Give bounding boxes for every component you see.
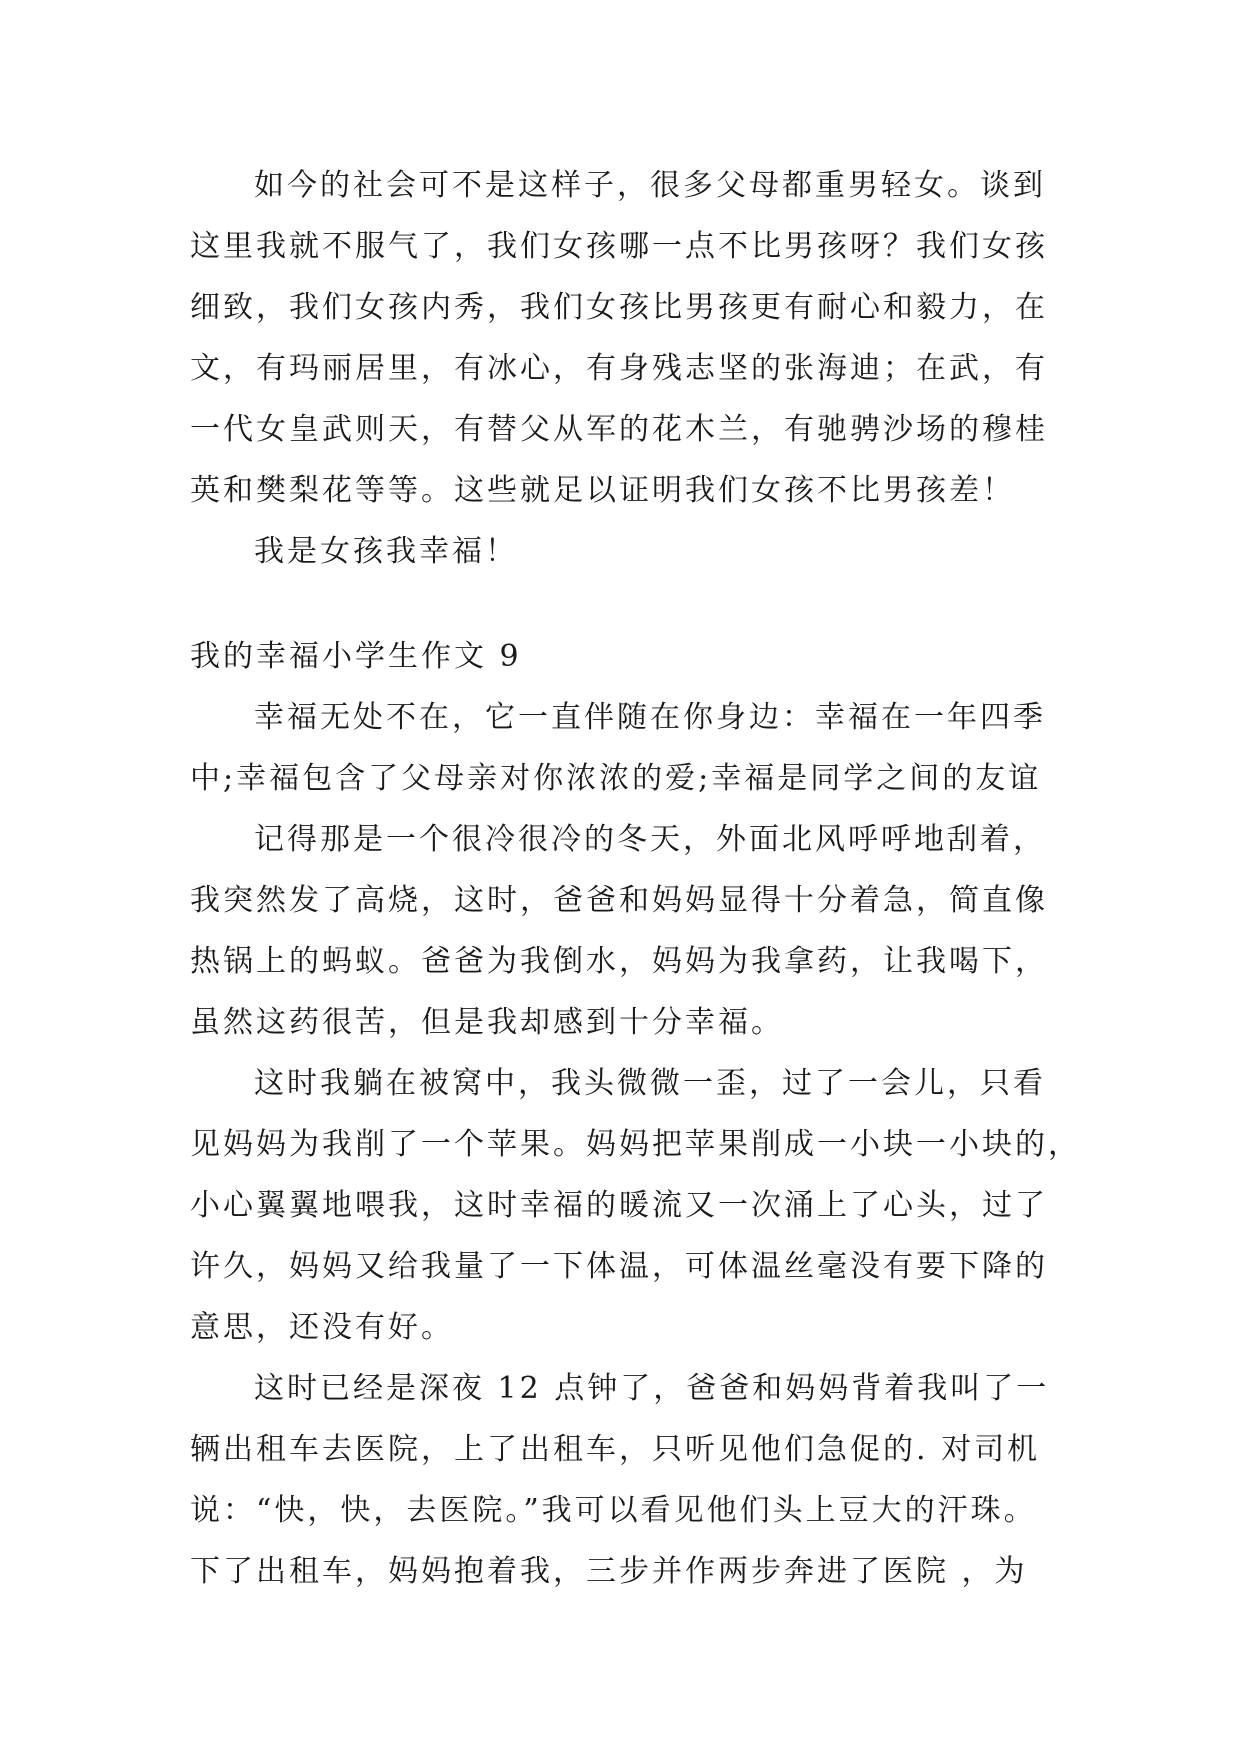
- paragraph-line: 这里我就不服气了，我们女孩哪一点不比男孩呀？我们女孩: [190, 229, 1048, 264]
- paragraph-line: 这时我躺在被窝中，我头微微一歪，过了一会儿，只看: [254, 1066, 1046, 1101]
- paragraph-line: 英和樊梨花等等。这些就足以证明我们女孩不比男孩差！: [190, 473, 1015, 508]
- paragraph-line: 意思，还没有好。: [190, 1310, 454, 1345]
- paragraph-line: 这时已经是深夜 12 点钟了，爸爸和妈妈背着我叫了一: [254, 1371, 1050, 1406]
- paragraph-line: 小心翼翼地喂我，这时幸福的暖流又一次涌上了心头，过了: [190, 1188, 1048, 1223]
- paragraph-line: 如今的社会可不是这样子，很多父母都重男轻女。谈到: [254, 168, 1046, 203]
- paragraph-line: 下了出租车，妈妈抱着我，三步并作两步奔进了医院 ，为: [190, 1554, 1028, 1589]
- paragraph-line: 中;幸福包含了父母亲对你浓浓的爱;幸福是同学之间的友谊: [190, 761, 1042, 796]
- paragraph-line: 许久，妈妈又给我量了一下体温，可体温丝毫没有要下降的: [190, 1249, 1048, 1284]
- paragraph-line: 说：“快，快，去医院。”我可以看见他们头上豆大的汗珠。: [190, 1493, 1037, 1528]
- paragraph-line: 一代女皇武则天，有替父从军的花木兰，有驰骋沙场的穆桂: [190, 412, 1048, 447]
- paragraph-line: 我是女孩我幸福！: [254, 534, 518, 569]
- paragraph-line: 热锅上的蚂蚁。爸爸为我倒水，妈妈为我拿药，让我喝下，: [190, 944, 1048, 979]
- paragraph-line: 幸福无处不在，它一直伴随在你身边：幸福在一年四季: [254, 700, 1046, 735]
- paragraph-line: 见妈妈为我削了一个苹果。妈妈把苹果削成一小块一小块的，: [190, 1127, 1081, 1162]
- paragraph-line: 文，有玛丽居里，有冰心，有身残志坚的张海迪；在武，有: [190, 351, 1048, 386]
- section-heading: 我的幸福小学生作文 9: [190, 639, 522, 674]
- paragraph-line: 虽然这药很苦，但是我却感到十分幸福。: [190, 1005, 784, 1040]
- paragraph-line: 记得那是一个很冷很冷的冬天，外面北风呼呼地刮着，: [254, 822, 1046, 857]
- paragraph-line: 细致，我们女孩内秀，我们女孩比男孩更有耐心和毅力，在: [190, 290, 1048, 325]
- paragraph-line: 辆出租车去医院，上了出租车，只听见他们急促的. 对司机: [190, 1432, 1041, 1467]
- paragraph-line: 我突然发了高烧，这时，爸爸和妈妈显得十分着急，简直像: [190, 883, 1048, 918]
